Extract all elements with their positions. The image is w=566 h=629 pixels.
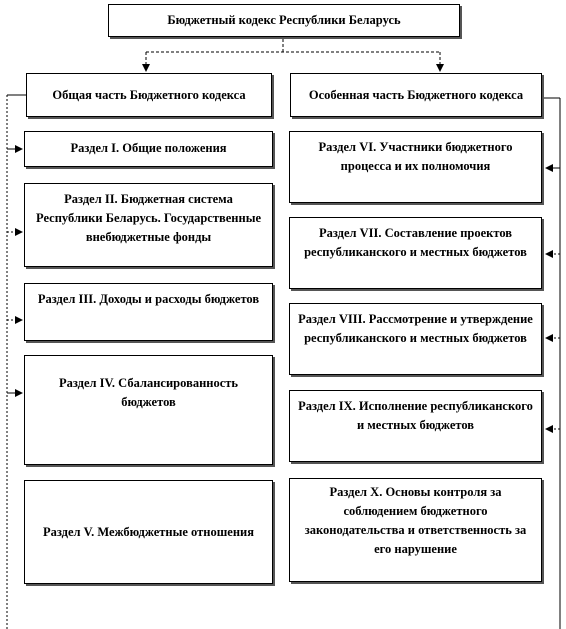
general-part-box [26, 73, 272, 117]
section-label: Раздел VI. Участники бюджетного процесса и их полномочия [318, 140, 513, 173]
section-box-8 [289, 303, 542, 375]
section-label: Раздел VIII. Рассмотрение и утверждение республиканского и местных бюджетов [298, 312, 533, 345]
section-label: Раздел VII. Составление проектов республиканского и местных бюджетов [304, 226, 527, 259]
right-bracket [543, 98, 560, 629]
section-box-7 [289, 217, 542, 289]
right-arrows [546, 168, 560, 429]
section-label: Раздел IX. Исполнение республиканского и местных бюджетов [298, 399, 533, 432]
section-box-5 [24, 480, 273, 584]
section-label: Раздел I. Общие положения [70, 141, 227, 155]
section-box-3 [24, 283, 273, 341]
general-part-label: Общая часть Бюджетного кодекса [52, 87, 246, 102]
section-label: Раздел IV. Сбалансированность бюджетов [58, 376, 239, 409]
section-box-10 [289, 478, 542, 582]
section-label: Раздел X. Основы контроля за соблюдением бюджетного законодательства и ответственность за его нарушение [304, 485, 527, 556]
section-box-1 [24, 131, 273, 167]
left-arrows [7, 149, 22, 393]
root-label: Бюджетный кодекс Республики Беларусь [167, 13, 401, 27]
root-box [108, 4, 460, 37]
special-part-label: Особенная часть Бюджетного кодекса [308, 87, 524, 102]
section-label: Раздел V. Межбюджетные отношения [42, 524, 255, 539]
root-connector [146, 39, 440, 71]
section-box-2 [24, 183, 273, 267]
section-box-6 [289, 131, 542, 203]
section-box-9 [289, 390, 542, 462]
section-box-4 [24, 355, 273, 465]
section-label: Раздел II. Бюджетная система Республики Беларусь. Государственные внебюджетные фонды [36, 192, 261, 244]
special-part-box [290, 73, 542, 117]
section-label: Раздел III. Доходы и расходы бюджетов [37, 292, 260, 306]
